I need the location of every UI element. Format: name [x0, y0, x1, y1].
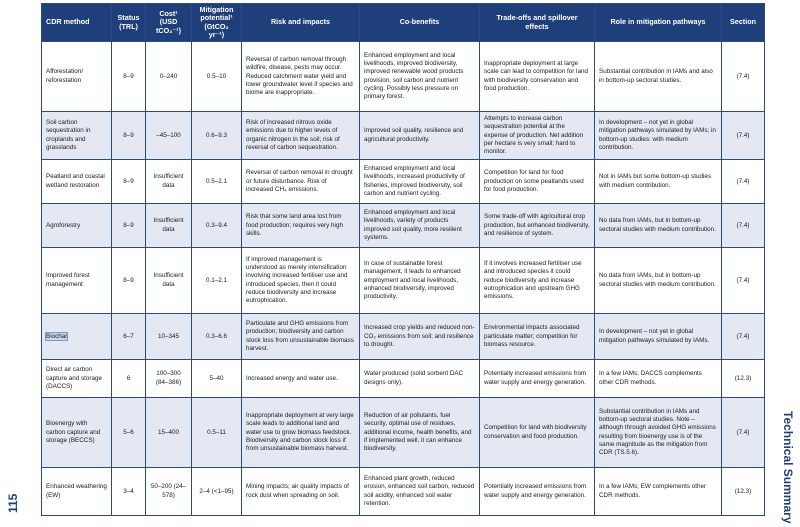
table-row — [42, 360, 765, 398]
col-header-risk: Risk and impacts — [242, 4, 360, 42]
cell-tradeoffs: Potentially increased emissions from water supply and energy generation. — [480, 360, 595, 398]
cell-cost: 100–300 (84–386) — [146, 360, 192, 398]
col-header-potential: Mitigation potential¹ (GtCO₂ yr⁻¹) — [192, 4, 242, 42]
cell-method: Enhanced weathering (EW) — [42, 468, 112, 516]
cell-potential: 0.6–9.3 — [192, 112, 242, 160]
cell-method: Agroforestry — [42, 204, 112, 248]
cell-status: 6–7 — [112, 314, 146, 360]
cell-method: Improved forest management — [42, 248, 112, 314]
cell-cobenefits: Increased crop yields and reduced non-CO₂ emissions from soil; and resilience to drought. — [360, 314, 480, 360]
cell-cost: 10–345 — [146, 314, 192, 360]
table-header-row — [42, 4, 765, 42]
biochar-highlight: Biochar — [46, 332, 68, 340]
cell-role: In development – not yet in global mitigation pathways simulated by IAMs; in bottom-up studies: with medium contribution. — [595, 112, 722, 160]
cell-method: Peatland and coastal wetland restoration — [42, 160, 112, 204]
page-number: 115 — [6, 493, 20, 513]
cell-status: 8–9 — [112, 160, 146, 204]
table-row — [42, 314, 765, 360]
cell-status: 8–9 — [112, 42, 146, 112]
cdr-methods-table — [41, 3, 765, 516]
cell-cobenefits: Water produced (solid sorbent DAC designs only). — [360, 360, 480, 398]
col-header-section: Section — [722, 4, 765, 42]
cell-role: In development – not yet in global mitigation pathways simulated by IAMs. — [595, 314, 722, 360]
col-header-role: Role in mitigation pathways — [595, 4, 722, 42]
cell-section: (12.3) — [722, 360, 765, 398]
cell-potential: 0.3–9.4 — [192, 204, 242, 248]
cell-role: In a few IAMs; DACCS complements other CDR methods. — [595, 360, 722, 398]
cell-tradeoffs: Competition for land with biodiversity conservation and food production. — [480, 398, 595, 468]
cell-cost: 0–240 — [146, 42, 192, 112]
cell-tradeoffs: Attempts to increase carbon sequestration potential at the expense of production. Net addition per hectare is very small; hard to monitor. — [480, 112, 595, 160]
cell-cost: Insufficient data — [146, 248, 192, 314]
cell-potential: 0.3–6.6 — [192, 314, 242, 360]
col-header-tradeoffs: Trade-offs and spillover effects — [480, 4, 595, 42]
cell-method: Direct air carbon capture and storage (DACCS) — [42, 360, 112, 398]
cell-method: Bioenergy with carbon capture and storage (BECCS) — [42, 398, 112, 468]
cell-risk: Reversal of carbon removal in drought or future disturbance. Risk of increased CH₄ emissions. — [242, 160, 360, 204]
cell-potential: 5–40 — [192, 360, 242, 398]
cell-status: 5–6 — [112, 398, 146, 468]
cell-tradeoffs: If it involves increased fertiliser use and introduced species it could reduce biodiversity and increase eutrophication and upstream GHG emissions. — [480, 248, 595, 314]
cell-role: Substantial contribution in IAMs and also in bottom-up sectoral studies. — [595, 42, 722, 112]
cell-section: (7.4) — [722, 248, 765, 314]
cell-cobenefits: Enhanced employment and local livelihoods, increased productivity of fisheries, improved biodiversity, soil carbon and nutrient cycling. — [360, 160, 480, 204]
table-row — [42, 248, 765, 314]
col-header-status: Status (TRL) — [112, 4, 146, 42]
col-header-method: CDR method — [42, 4, 112, 42]
cell-section: (7.4) — [722, 204, 765, 248]
cell-role: Substantial contribution in IAMs and bottom-up sectoral studies. Note – although through avoided GHG emissions resulting from bioenergy use is of the same magnitude as the mitigation from CDR (TS.5.6). — [595, 398, 722, 468]
table-row — [42, 112, 765, 160]
table-row — [42, 204, 765, 248]
cell-risk: Inappropriate deployment at very large scale leads to additional land and water use to grow biomass feedstock. Biodiversity and carbon stock loss if from unsustainable biomass harvest. — [242, 398, 360, 468]
cell-cost: –45–100 — [146, 112, 192, 160]
cell-method: Soil carbon sequestration in croplands and grasslands — [42, 112, 112, 160]
cell-risk: Increased energy and water use. — [242, 360, 360, 398]
cell-section: (7.4) — [722, 160, 765, 204]
cell-role: No data from IAMs, but in bottom-up sectoral studies with medium contribution. — [595, 204, 722, 248]
cell-potential: 0.5–2.1 — [192, 160, 242, 204]
cell-status: 3–4 — [112, 468, 146, 516]
cell-cobenefits: Enhanced plant growth, reduced erosion, enhanced soil carbon, reduced soil acidity, enhanced soil water retention. — [360, 468, 480, 516]
col-header-cost: Cost¹ (USD tCO₂⁻¹) — [146, 4, 192, 42]
cell-risk: If improved management is understood as merely intensification involving increased fertiliser use and introduced species, then it could reduce biodiversity and increase eutrophication. — [242, 248, 360, 314]
cell-role: In a few IAMs; EW complements other CDR methods. — [595, 468, 722, 516]
cell-tradeoffs: Competition for land for food production on some peatlands used for food production. — [480, 160, 595, 204]
cell-section: (7.4) — [722, 112, 765, 160]
cell-cost: 50–200 (24–578) — [146, 468, 192, 516]
cell-potential: 2–4 (<1–95) — [192, 468, 242, 516]
col-header-cobenefits: Co-benefits — [360, 4, 480, 42]
cell-cost: Insufficient data — [146, 204, 192, 248]
cell-status: 6 — [112, 360, 146, 398]
cell-potential: 0.5–11 — [192, 398, 242, 468]
cell-cobenefits: In case of sustainable forest management, it leads to enhanced employment and local livelihoods, enhanced biodiversity, improved productivity. — [360, 248, 480, 314]
cell-status: 8–9 — [112, 204, 146, 248]
cell-status: 8–9 — [112, 248, 146, 314]
cell-role: No data from IAMs, but in bottom-up sectoral studies with medium contribution. — [595, 248, 722, 314]
table-row — [42, 468, 765, 516]
cell-cobenefits: Enhanced employment and local livelihoods, improved biodiversity, improved renewable wood products provision, soil carbon and nutrient cycling. Possibly less pressure on primary forest. — [360, 42, 480, 112]
cell-role: Not in IAMs but some bottom-up studies with medium contribution. — [595, 160, 722, 204]
cell-tradeoffs: Potentially increased emissions from water supply and energy generation. — [480, 468, 595, 516]
cell-risk: Particulate and GHG emissions from production; biodiversity and carbon stock loss from unsustainable biomass harvest. — [242, 314, 360, 360]
cell-section: (7.4) — [722, 42, 765, 112]
cell-method: Afforestation/ reforestation — [42, 42, 112, 112]
cell-section: (12.3) — [722, 468, 765, 516]
cell-status: 8–9 — [112, 112, 146, 160]
cell-potential: 0.1–2.1 — [192, 248, 242, 314]
cell-risk: Risk of increased nitrous oxide emissions due to higher levels of organic nitrogen in the soil; risk of reversal of carbon sequestration. — [242, 112, 360, 160]
table-row — [42, 398, 765, 468]
section-side-label: Technical Summary — [781, 411, 795, 524]
table-row — [42, 42, 765, 112]
cell-section: (7.4) — [722, 398, 765, 468]
cell-risk: Risk that some land area lost from food production; requires very high skills. — [242, 204, 360, 248]
cell-tradeoffs: Some trade-off with agricultural crop production, but enhanced biodiversity, and resilience of system. — [480, 204, 595, 248]
cell-risk: Mining impacts; air quality impacts of rock dust when spreading on soil. — [242, 468, 360, 516]
cell-section: (7.4) — [722, 314, 765, 360]
cell-tradeoffs: Inappropriate deployment at large scale can lead to competition for land with biodiversity conservation and food production. — [480, 42, 595, 112]
cell-cost: 15–400 — [146, 398, 192, 468]
table-row — [42, 160, 765, 204]
cell-cobenefits: Improved soil quality, resilience and agricultural productivity. — [360, 112, 480, 160]
cell-cobenefits: Reduction of air pollutants, fuel security, optimal use of residues, additional income, health benefits, and if implemented well, it can enhance biodiversity. — [360, 398, 480, 468]
cell-cobenefits: Enhanced employment and local livelihoods, variety of products improved soil quality, more resilient systems. — [360, 204, 480, 248]
cell-risk: Reversal of carbon removal through wildfire, disease, pests may occur. Reduced catchment water yield and lower groundwater level if species and biome are inappropriate. — [242, 42, 360, 112]
cell-tradeoffs: Environmental impacts associated particulate matter; competition for biomass resource. — [480, 314, 595, 360]
cell-potential: 0.5–10 — [192, 42, 242, 112]
cell-cost: Insufficient data — [146, 160, 192, 204]
cell-method — [42, 314, 112, 360]
